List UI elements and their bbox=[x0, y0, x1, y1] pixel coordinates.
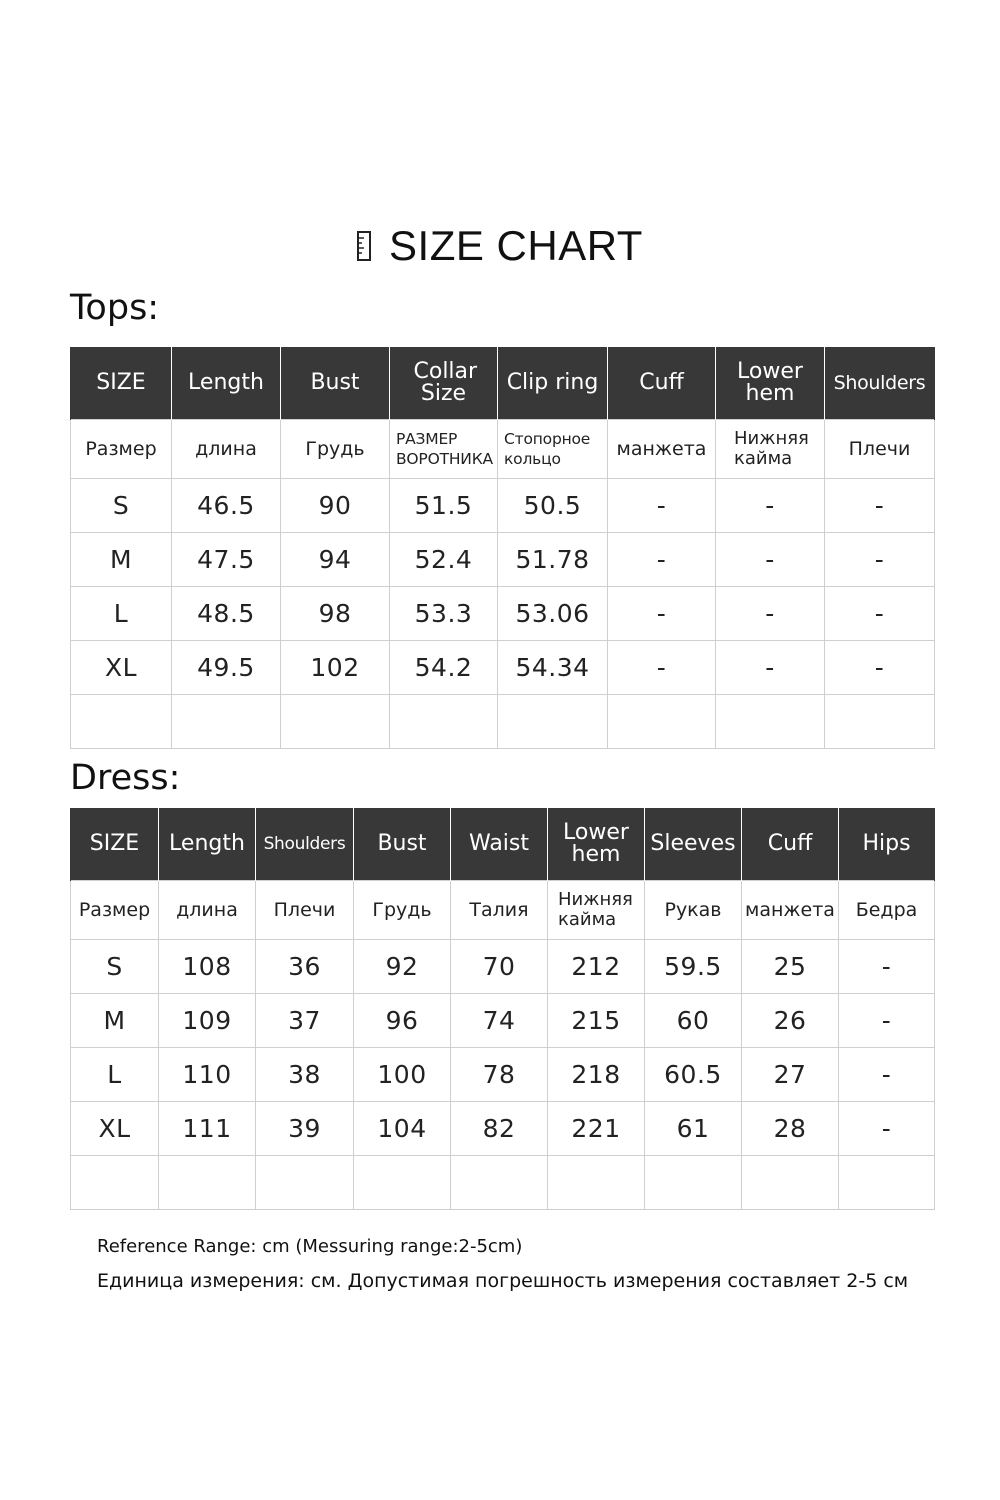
table-cell: 94 bbox=[281, 533, 390, 587]
table-cell: - bbox=[825, 533, 935, 587]
tops-heading: Tops: bbox=[70, 288, 160, 328]
page-title bbox=[0, 218, 1000, 274]
table-cell: L bbox=[71, 587, 172, 641]
table-cell-empty bbox=[451, 1156, 548, 1210]
table-cell: 82 bbox=[451, 1102, 548, 1156]
table-cell: 60 bbox=[645, 994, 742, 1048]
table-cell: 61 bbox=[645, 1102, 742, 1156]
table-cell: 53.06 bbox=[498, 587, 608, 641]
table-row bbox=[71, 587, 935, 641]
dress-header-row bbox=[71, 808, 935, 881]
table-cell: 54.34 bbox=[498, 641, 608, 695]
table-row bbox=[71, 479, 935, 533]
tops-header-length: Length bbox=[172, 347, 281, 420]
table-cell: XL bbox=[71, 641, 172, 695]
reference-note-en: Reference Range: cm (Messuring range:2-5cm) bbox=[97, 1236, 523, 1257]
table-cell: 104 bbox=[354, 1102, 451, 1156]
table-row bbox=[71, 940, 935, 994]
tops-ru-length: длина bbox=[172, 420, 281, 479]
table-cell: 221 bbox=[548, 1102, 645, 1156]
table-cell: - bbox=[825, 479, 935, 533]
reference-note-ru: Единица измерения: см. Допустимая погрешность измерения составляет 2-5 см bbox=[97, 1270, 909, 1292]
dress-ru-waist: Талия bbox=[451, 881, 548, 940]
dress-header-lower-hem bbox=[548, 808, 645, 881]
table-cell: - bbox=[608, 479, 716, 533]
dress-ru-size: Размер bbox=[71, 881, 159, 940]
table-cell: - bbox=[825, 587, 935, 641]
table-cell: M bbox=[71, 994, 159, 1048]
dress-header-hips: Hips bbox=[839, 808, 935, 881]
table-cell: 53.3 bbox=[390, 587, 498, 641]
table-cell: - bbox=[839, 940, 935, 994]
tops-ru-size: Размер bbox=[71, 420, 172, 479]
tops-ru-row bbox=[71, 420, 935, 479]
table-cell-empty bbox=[716, 695, 825, 749]
tops-header-bust: Bust bbox=[281, 347, 390, 420]
table-cell: 46.5 bbox=[172, 479, 281, 533]
table-row bbox=[71, 994, 935, 1048]
table-cell: 28 bbox=[742, 1102, 839, 1156]
table-cell: 51.5 bbox=[390, 479, 498, 533]
table-cell: 48.5 bbox=[172, 587, 281, 641]
table-cell: 212 bbox=[548, 940, 645, 994]
table-cell: XL bbox=[71, 1102, 159, 1156]
table-row bbox=[71, 1048, 935, 1102]
dress-ru-row bbox=[71, 881, 935, 940]
table-cell-empty bbox=[71, 695, 172, 749]
tops-ru-shoulders: Плечи bbox=[825, 420, 935, 479]
table-cell-empty bbox=[839, 1156, 935, 1210]
dress-header-waist: Waist bbox=[451, 808, 548, 881]
table-cell: - bbox=[825, 641, 935, 695]
tops-ru-lower-hem: Нижняя кайма bbox=[716, 420, 825, 479]
dress-heading: Dress: bbox=[70, 758, 181, 798]
table-cell-empty bbox=[608, 695, 716, 749]
table-cell-empty bbox=[256, 1156, 354, 1210]
table-cell: 26 bbox=[742, 994, 839, 1048]
dress-ru-sleeves: Рукав bbox=[645, 881, 742, 940]
table-cell: 74 bbox=[451, 994, 548, 1048]
table-cell: - bbox=[716, 641, 825, 695]
table-cell: - bbox=[839, 1102, 935, 1156]
table-cell: 52.4 bbox=[390, 533, 498, 587]
table-cell: 38 bbox=[256, 1048, 354, 1102]
table-cell: 109 bbox=[159, 994, 256, 1048]
dress-header-bust: Bust bbox=[354, 808, 451, 881]
table-cell: - bbox=[839, 1048, 935, 1102]
table-cell: 90 bbox=[281, 479, 390, 533]
table-cell-empty bbox=[498, 695, 608, 749]
table-row-empty bbox=[71, 1156, 935, 1210]
table-cell: 98 bbox=[281, 587, 390, 641]
tops-header-collar-size bbox=[390, 347, 498, 420]
table-cell: S bbox=[71, 479, 172, 533]
table-cell: 59.5 bbox=[645, 940, 742, 994]
dress-ru-cuff: манжета bbox=[742, 881, 839, 940]
dress-size-table bbox=[70, 808, 935, 1210]
table-row bbox=[71, 1102, 935, 1156]
dress-ru-hips: Бедра bbox=[839, 881, 935, 940]
table-cell: 96 bbox=[354, 994, 451, 1048]
tops-ru-collar-size: РАЗМЕР ВОРОТНИКА bbox=[390, 420, 498, 479]
table-cell: 27 bbox=[742, 1048, 839, 1102]
table-cell: 111 bbox=[159, 1102, 256, 1156]
tops-header-cuff: Cuff bbox=[608, 347, 716, 420]
table-cell-empty bbox=[71, 1156, 159, 1210]
table-cell-empty bbox=[172, 695, 281, 749]
tops-ru-clip-ring: Стопорное кольцо bbox=[498, 420, 608, 479]
ruler-icon bbox=[357, 231, 371, 261]
table-cell: 47.5 bbox=[172, 533, 281, 587]
tops-header-row bbox=[71, 347, 935, 420]
table-cell: - bbox=[608, 641, 716, 695]
table-cell: S bbox=[71, 940, 159, 994]
table-cell-empty bbox=[742, 1156, 839, 1210]
table-cell-empty bbox=[159, 1156, 256, 1210]
table-cell: 218 bbox=[548, 1048, 645, 1102]
title-text: SIZE CHART bbox=[389, 222, 643, 269]
table-cell: 108 bbox=[159, 940, 256, 994]
table-cell-empty bbox=[645, 1156, 742, 1210]
table-cell: 49.5 bbox=[172, 641, 281, 695]
table-cell-empty bbox=[281, 695, 390, 749]
table-cell: 60.5 bbox=[645, 1048, 742, 1102]
tops-header-clip-ring: Clip ring bbox=[498, 347, 608, 420]
table-cell: - bbox=[716, 533, 825, 587]
table-cell: - bbox=[608, 587, 716, 641]
table-cell: - bbox=[839, 994, 935, 1048]
dress-header-shoulders: Shoulders bbox=[256, 808, 354, 881]
table-cell: - bbox=[716, 587, 825, 641]
table-cell: 50.5 bbox=[498, 479, 608, 533]
table-row-empty bbox=[71, 695, 935, 749]
table-cell-empty bbox=[354, 1156, 451, 1210]
table-cell: 215 bbox=[548, 994, 645, 1048]
table-cell-empty bbox=[390, 695, 498, 749]
tops-header-collar-size-label: Collar Size bbox=[413, 359, 478, 406]
dress-ru-shoulders: Плечи bbox=[256, 881, 354, 940]
table-cell: - bbox=[608, 533, 716, 587]
dress-header-length: Length bbox=[159, 808, 256, 881]
tops-header-lower-hem-label: Lower hem bbox=[737, 359, 803, 406]
dress-header-size: SIZE bbox=[71, 808, 159, 881]
table-cell: 102 bbox=[281, 641, 390, 695]
table-cell-empty bbox=[825, 695, 935, 749]
dress-ru-length: длина bbox=[159, 881, 256, 940]
dress-header-lower-hem-label: Lower hem bbox=[563, 820, 629, 867]
table-cell: 92 bbox=[354, 940, 451, 994]
table-cell: - bbox=[716, 479, 825, 533]
table-cell: L bbox=[71, 1048, 159, 1102]
table-cell: 39 bbox=[256, 1102, 354, 1156]
table-cell: 37 bbox=[256, 994, 354, 1048]
tops-ru-cuff: манжета bbox=[608, 420, 716, 479]
table-cell: 110 bbox=[159, 1048, 256, 1102]
table-row bbox=[71, 641, 935, 695]
tops-header-shoulders: Shoulders bbox=[825, 347, 935, 420]
dress-ru-lower-hem bbox=[548, 881, 645, 940]
table-cell: 70 bbox=[451, 940, 548, 994]
table-cell: 25 bbox=[742, 940, 839, 994]
table-cell: 78 bbox=[451, 1048, 548, 1102]
table-cell: M bbox=[71, 533, 172, 587]
dress-header-sleeves: Sleeves bbox=[645, 808, 742, 881]
table-cell-empty bbox=[548, 1156, 645, 1210]
table-row bbox=[71, 533, 935, 587]
table-cell: 51.78 bbox=[498, 533, 608, 587]
tops-header-size: SIZE bbox=[71, 347, 172, 420]
table-cell: 100 bbox=[354, 1048, 451, 1102]
tops-size-table bbox=[70, 347, 935, 749]
table-cell: 36 bbox=[256, 940, 354, 994]
dress-ru-bust: Грудь bbox=[354, 881, 451, 940]
table-cell: 54.2 bbox=[390, 641, 498, 695]
dress-header-cuff: Cuff bbox=[742, 808, 839, 881]
tops-ru-bust: Грудь bbox=[281, 420, 390, 479]
tops-header-lower-hem bbox=[716, 347, 825, 420]
dress-ru-lower-hem-label: Нижняя кайма bbox=[558, 889, 633, 930]
